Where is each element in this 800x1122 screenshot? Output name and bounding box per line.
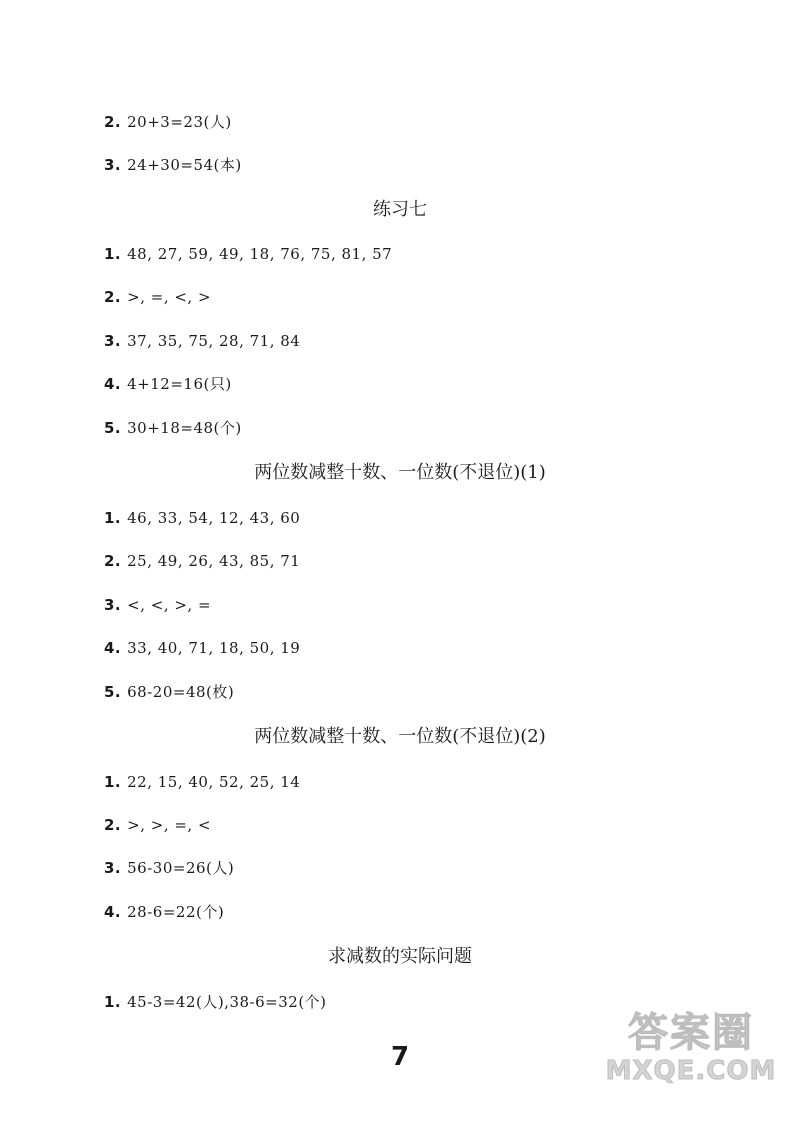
section-heading: 两位数减整十数、一位数(不退位)(2) [254,726,546,747]
answer-item [104,287,211,307]
item-number: 5. [104,419,122,437]
item-text: 56-30=26(人) [127,859,235,877]
item-text: >, =, <, > [127,288,212,306]
answer-item [104,244,392,264]
watermark-logo-text: 答案圈 [628,1010,754,1056]
section-heading: 求减数的实际问题 [328,946,472,967]
item-text: 46, 33, 54, 12, 43, 60 [127,509,301,527]
item-text: 30+18=48(个) [127,419,242,437]
item-text: 28-6=22(个) [127,903,225,921]
item-text: 24+30=54(本) [127,156,242,174]
answer-item [104,815,211,835]
item-number: 1. [104,509,122,527]
item-text: 48, 27, 59, 49, 18, 76, 75, 81, 57 [127,245,393,263]
item-number: 1. [104,773,122,791]
item-number: 2. [104,288,122,306]
section-heading: 两位数减整十数、一位数(不退位)(1) [254,462,546,483]
item-number: 5. [104,683,122,701]
item-number: 4. [104,903,122,921]
watermark-logo [596,1010,786,1100]
answer-item [104,992,327,1012]
item-text: 68-20=48(枚) [127,683,235,701]
item-text: 37, 35, 75, 28, 71, 84 [127,332,301,350]
answer-item [104,331,300,351]
item-number: 1. [104,993,122,1011]
item-number: 4. [104,639,122,657]
answer-item [104,508,300,528]
item-number: 3. [104,596,122,614]
answer-item [104,551,300,571]
answer-item [104,112,232,132]
answer-item [104,595,211,615]
item-text: 33, 40, 71, 18, 50, 19 [127,639,301,657]
section-heading: 练习七 [373,199,427,220]
item-number: 4. [104,375,122,393]
answer-item [104,374,232,394]
item-text: <, <, >, = [127,596,212,614]
page-number: 7 [390,1042,410,1072]
item-number: 2. [104,552,122,570]
item-number: 2. [104,113,122,131]
item-number: 3. [104,859,122,877]
answer-item [104,858,234,878]
item-number: 3. [104,156,122,174]
item-text: 4+12=16(只) [127,375,232,393]
item-text: 22, 15, 40, 52, 25, 14 [127,773,301,791]
item-number: 2. [104,816,122,834]
answer-item [104,418,242,438]
answer-item [104,638,300,658]
answer-item [104,682,234,702]
item-text: 25, 49, 26, 43, 85, 71 [127,552,301,570]
answer-item [104,772,300,792]
item-text: 20+3=23(人) [127,113,232,131]
item-text: >, >, =, < [127,816,212,834]
item-text: 45-3=42(人),38-6=32(个) [127,993,327,1011]
answer-item [104,155,242,175]
watermark-site-text: MXQE.COM [605,1056,777,1086]
answer-item [104,902,224,922]
item-number: 1. [104,245,122,263]
item-number: 3. [104,332,122,350]
